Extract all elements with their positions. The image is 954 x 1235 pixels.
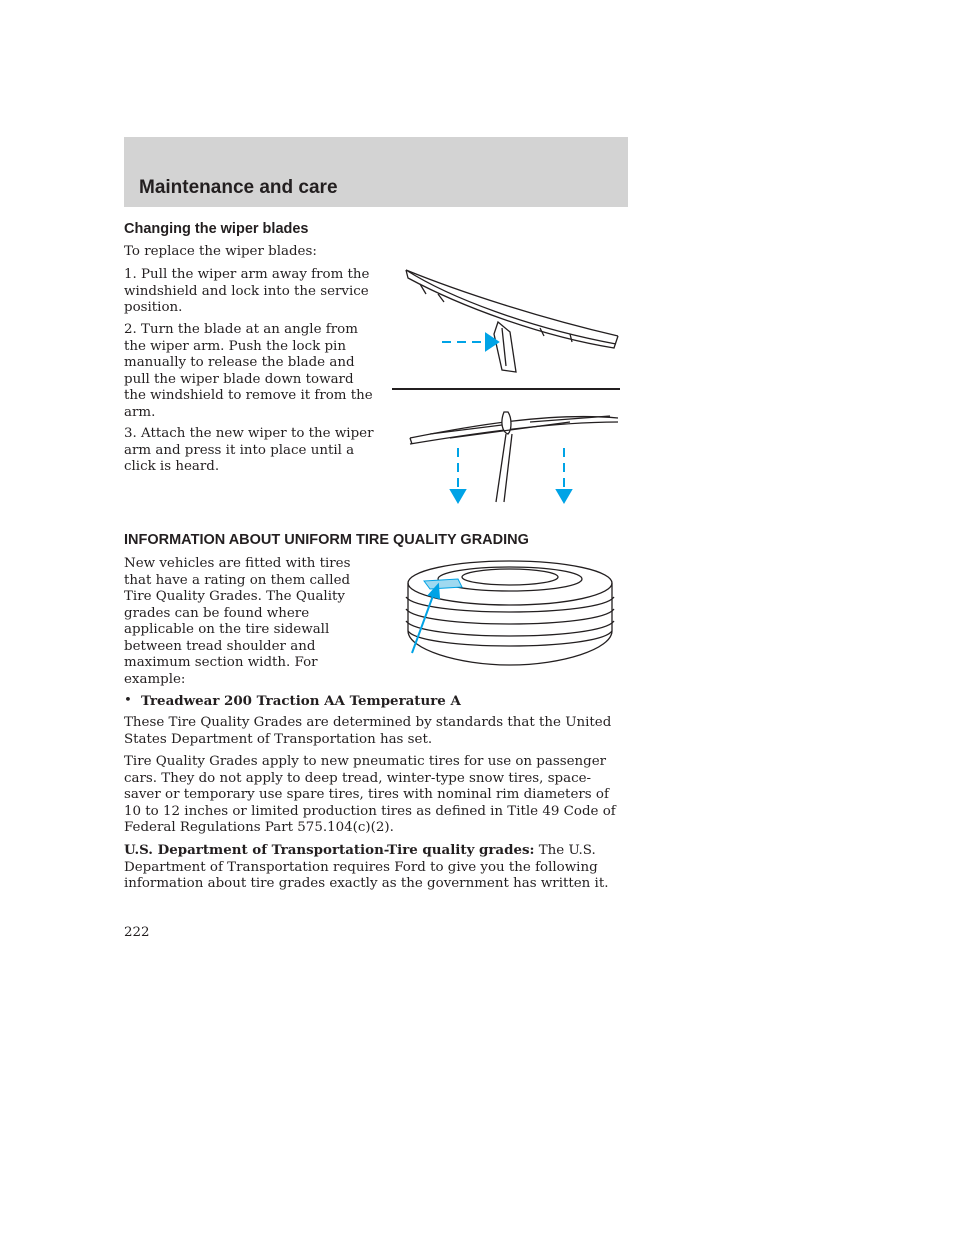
wiper-illustration (390, 262, 624, 510)
wiper-step-2: 2. Turn the blade at an angle from the wiper arm. Push the lock pin manually to release the blade and pull the wiper blade down toward the windshield to remove it from the arm. (124, 322, 373, 420)
section-title: Maintenance and care (139, 177, 338, 198)
wiper-step-1: 1. Pull the wiper arm away from the windshield and lock into the service position. (124, 267, 370, 315)
bullet-marker: • (124, 693, 132, 708)
wiper-intro: To replace the wiper blades: (124, 244, 317, 259)
arrows-down (451, 448, 571, 502)
tire-heading: INFORMATION ABOUT UNIFORM TIRE QUALITY GRADING (124, 532, 529, 548)
wiper-step-3: 3. Attach the new wiper to the wiper arm and press it into place until a click is heard. (124, 426, 374, 474)
tire-grade-label (424, 579, 462, 589)
tire-grade-bullet (124, 693, 624, 710)
page-number: 222 (124, 925, 150, 940)
wiper-blade-top (406, 270, 618, 372)
wiper-heading: Changing the wiper blades (124, 221, 309, 237)
tire-para-3 (124, 842, 624, 893)
dot-grades-lead: U.S. Department of Transportation-Tire quality grades: (124, 842, 535, 858)
tire-illustration (400, 557, 622, 669)
wiper-blade-bottom (410, 412, 618, 502)
arrow-right (442, 334, 498, 350)
tire-para-1: These Tire Quality Grades are determined by standards that the United States Department of Transportation has set. (124, 715, 612, 747)
tire-grade-example: Treadwear 200 Traction AA Temperature A (141, 693, 461, 709)
tire-intro: New vehicles are fitted with tires that have a rating on them called Tire Quality Grades. The Quality grades can be found where applicable on the tire sidewall between tread shoulder and maximum section width. For example: (124, 556, 351, 687)
tire-para-2: Tire Quality Grades apply to new pneumatic tires for use on passenger cars. They do not apply to deep tread, winter-type snow tires, space-saver or temporary use spare tires, tires with nominal rim diameters of 10 to 12 inches or limited production tires as defined in Title 49 Code of Federal Regulations Part 575.104(c)(2). (124, 754, 616, 835)
dot-grades-text: The U.S. Department of Transportation requires Ford to give you the following information about tire grades exactly as the government has written it. (124, 843, 609, 891)
